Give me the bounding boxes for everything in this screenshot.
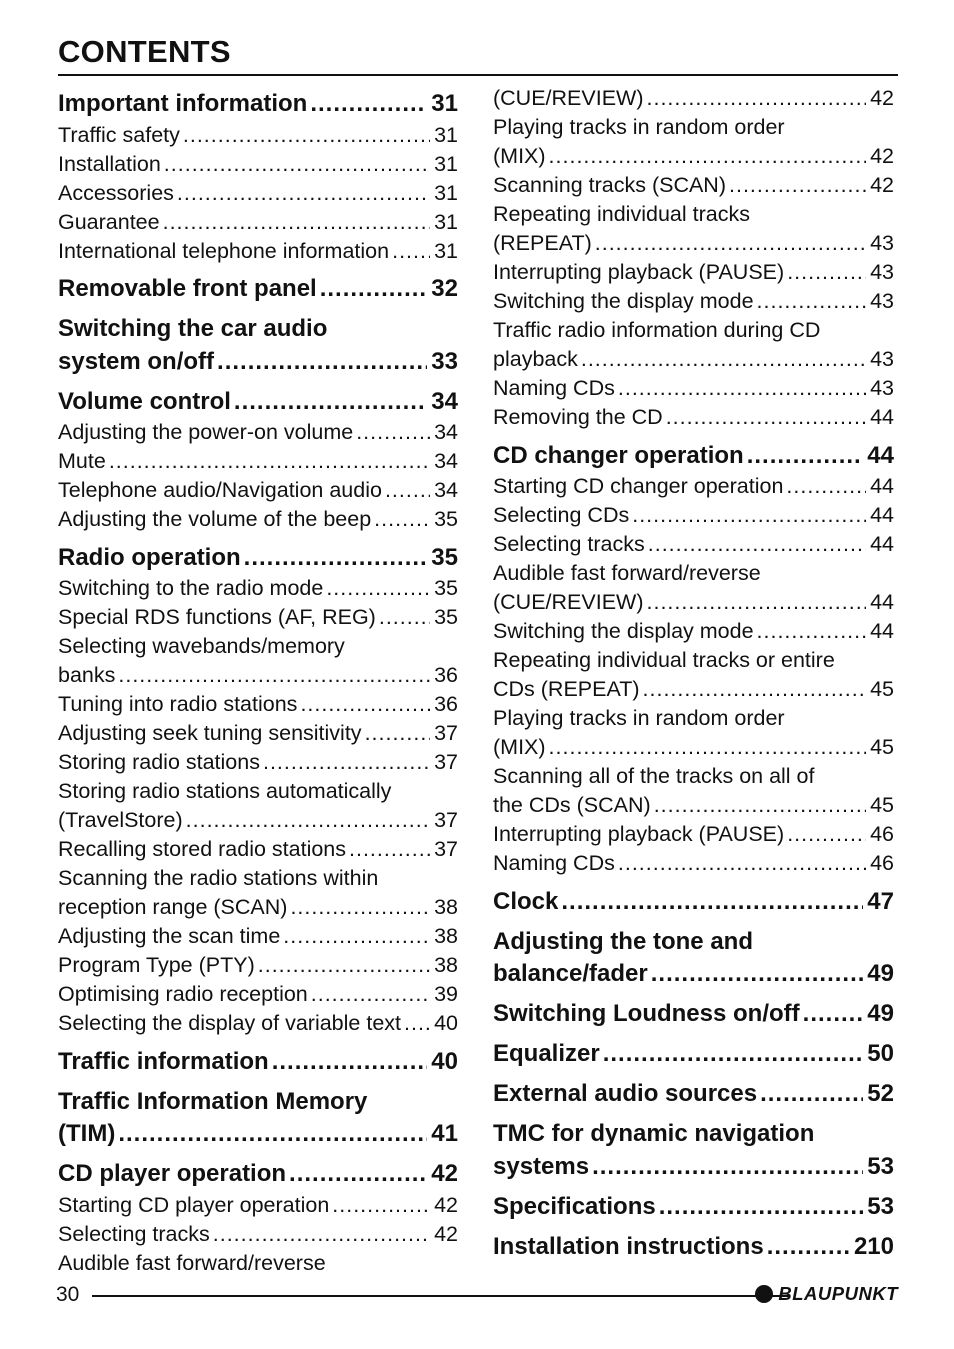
toc-page-number: 45 bbox=[870, 735, 894, 759]
toc-page-number: 34 bbox=[434, 420, 458, 444]
toc-page-number: 44 bbox=[870, 590, 894, 614]
toc-subsection-entry bbox=[58, 748, 458, 777]
toc-page-number: 35 bbox=[431, 543, 458, 571]
dot-leader bbox=[803, 998, 864, 1031]
dot-leader bbox=[289, 1158, 427, 1191]
dot-leader bbox=[659, 1191, 864, 1224]
toc-entry-title: Removing the CD bbox=[493, 405, 663, 429]
toc-subsection-entry bbox=[58, 1220, 458, 1249]
toc-entry-title: (TIM) bbox=[58, 1120, 116, 1147]
toc-entry-title: CDs (REPEAT) bbox=[493, 677, 640, 701]
toc-page-number: 43 bbox=[870, 376, 894, 400]
toc-entry-title: Traffic radio information during CD bbox=[493, 318, 821, 342]
toc-entry-title: Mute bbox=[58, 449, 106, 473]
dot-leader bbox=[310, 88, 427, 121]
dot-leader bbox=[385, 476, 430, 505]
dot-leader bbox=[651, 958, 864, 991]
dot-leader bbox=[618, 374, 866, 403]
toc-section-entry bbox=[58, 1046, 458, 1079]
toc-entry-title: Audible fast forward/reverse bbox=[493, 561, 761, 585]
dot-leader bbox=[374, 505, 430, 534]
toc-subsection-entry bbox=[58, 719, 458, 748]
toc-entry-title: Switching the display mode bbox=[493, 619, 754, 643]
toc-entry-title: playback bbox=[493, 347, 578, 371]
dot-leader bbox=[356, 418, 430, 447]
dot-leader bbox=[320, 273, 428, 306]
toc-entry-title: Traffic Information Memory bbox=[58, 1087, 368, 1115]
dot-leader bbox=[603, 1038, 864, 1071]
toc-entry-title: Switching Loudness on/off bbox=[493, 1000, 800, 1027]
page-title: CONTENTS bbox=[58, 34, 231, 69]
dot-leader bbox=[618, 849, 866, 878]
toc-page-number: 40 bbox=[434, 1011, 458, 1035]
toc-entry-title: TMC for dynamic navigation bbox=[493, 1120, 815, 1147]
toc-entry-title: Adjusting the tone and bbox=[493, 927, 753, 955]
dot-leader bbox=[258, 951, 430, 980]
toc-page-number: 44 bbox=[870, 619, 894, 643]
toc-page-number: 36 bbox=[434, 663, 458, 687]
toc-entry-title: Traffic information bbox=[58, 1047, 269, 1075]
toc-page-number: 34 bbox=[434, 449, 458, 473]
toc-entry-title: Clock bbox=[493, 887, 559, 915]
toc-entry-title: Repeating individual tracks bbox=[493, 202, 750, 226]
toc-entry-title: International telephone information bbox=[58, 238, 390, 263]
toc-page-number: 36 bbox=[434, 692, 458, 716]
dot-leader bbox=[186, 806, 430, 835]
toc-section-entry bbox=[58, 1086, 458, 1151]
toc-subsection-entry bbox=[58, 418, 458, 447]
toc-page-number: 46 bbox=[870, 822, 894, 846]
toc-subsection-entry bbox=[493, 403, 894, 432]
toc-entry-title: system on/off bbox=[58, 347, 215, 375]
toc-entry-title: Radio operation bbox=[58, 543, 241, 571]
page-footer bbox=[56, 1283, 898, 1309]
dot-leader bbox=[787, 258, 866, 287]
title-rule bbox=[58, 74, 898, 76]
toc-subsection-entry bbox=[493, 559, 894, 617]
toc-page-number: 31 bbox=[434, 180, 458, 205]
toc-entry-title: Selecting tracks bbox=[493, 532, 645, 556]
dot-leader bbox=[183, 121, 430, 150]
dot-leader bbox=[379, 603, 430, 632]
toc-subsection-entry bbox=[58, 690, 458, 719]
toc-entry-title: (TravelStore) bbox=[58, 808, 183, 832]
toc-page-number: 42 bbox=[870, 173, 894, 197]
toc-entry-title: Scanning tracks (SCAN) bbox=[493, 173, 726, 197]
toc-subsection-entry bbox=[493, 617, 894, 646]
toc-section-entry bbox=[493, 1231, 894, 1264]
toc-entry-title: Volume control bbox=[58, 387, 231, 415]
dot-leader bbox=[643, 675, 867, 704]
dot-leader bbox=[666, 403, 866, 432]
toc-page-number: 37 bbox=[434, 750, 458, 774]
dot-leader bbox=[217, 346, 427, 379]
toc-page-number: 46 bbox=[870, 851, 894, 875]
dot-leader bbox=[163, 208, 430, 237]
toc-page-number: 31 bbox=[434, 209, 458, 234]
dot-leader bbox=[290, 893, 430, 922]
dot-leader bbox=[632, 501, 866, 530]
toc-section-entry bbox=[493, 1118, 894, 1183]
toc-subsection-entry bbox=[58, 980, 458, 1009]
toc-entry-title: Naming CDs bbox=[493, 376, 615, 400]
toc-page-number: 39 bbox=[434, 982, 458, 1006]
toc-entry-title: Traffic safety bbox=[58, 122, 180, 147]
toc-page-number: 42 bbox=[870, 144, 894, 168]
dot-leader bbox=[311, 980, 430, 1009]
toc-page-number: 31 bbox=[431, 90, 458, 117]
toc-entry-title: (CUE/REVIEW) bbox=[493, 86, 644, 110]
toc-page-number: 43 bbox=[870, 231, 894, 255]
toc-page-number: 44 bbox=[870, 474, 894, 498]
toc-section-entry bbox=[493, 1038, 894, 1071]
toc-page-number: 35 bbox=[434, 576, 458, 600]
toc-entry-title: Selecting tracks bbox=[58, 1221, 210, 1246]
dot-leader bbox=[592, 1151, 863, 1184]
dot-leader bbox=[647, 588, 867, 617]
toc-entry-title: Tuning into radio stations bbox=[58, 692, 298, 716]
toc-entry-title: Storing radio stations automatically bbox=[58, 779, 392, 803]
toc-subsection-entry bbox=[58, 179, 458, 208]
toc-subsection-entry bbox=[493, 113, 894, 171]
toc-entry-title: Storing radio stations bbox=[58, 750, 260, 774]
dot-leader bbox=[760, 1078, 863, 1111]
toc-entry-title: (MIX) bbox=[493, 144, 546, 168]
toc-entry-title: Optimising radio reception bbox=[58, 982, 308, 1006]
toc-subsection-entry bbox=[493, 472, 894, 501]
dot-leader bbox=[581, 345, 866, 374]
toc-subsection-entry bbox=[58, 951, 458, 980]
toc-subsection-entry bbox=[58, 476, 458, 505]
toc-entry-title: Installation bbox=[58, 151, 161, 176]
toc-page-number: 42 bbox=[434, 1221, 458, 1246]
dot-leader bbox=[747, 440, 864, 473]
toc-entry-title: Important information bbox=[58, 90, 308, 117]
dot-leader bbox=[392, 237, 430, 266]
toc-entry-title: Switching the car audio bbox=[58, 315, 328, 342]
toc-subsection-entry bbox=[58, 1249, 458, 1278]
toc-subsection-entry bbox=[58, 922, 458, 951]
toc-subsection-entry bbox=[493, 316, 894, 374]
toc-page-number: 37 bbox=[434, 721, 458, 745]
toc-entry-title: Special RDS functions (AF, REG) bbox=[58, 605, 376, 629]
toc-entry-title: Switching to the radio mode bbox=[58, 576, 324, 600]
dot-leader bbox=[786, 472, 866, 501]
toc-right-column bbox=[493, 84, 894, 1263]
toc-entry-title: Specifications bbox=[493, 1192, 656, 1220]
toc-subsection-entry bbox=[58, 864, 458, 922]
toc-page-number: 37 bbox=[434, 808, 458, 832]
dot-leader bbox=[109, 447, 430, 476]
toc-subsection-entry bbox=[493, 171, 894, 200]
toc-page-number: 50 bbox=[867, 1040, 894, 1067]
dot-leader bbox=[283, 922, 430, 951]
toc-subsection-entry bbox=[58, 150, 458, 179]
dot-leader bbox=[326, 574, 430, 603]
dot-leader bbox=[595, 229, 866, 258]
toc-subsection-entry bbox=[58, 1191, 458, 1220]
toc-page-number: 210 bbox=[853, 1232, 894, 1260]
toc-entry-title: Starting CD changer operation bbox=[493, 474, 784, 498]
toc-entry-title: Naming CDs bbox=[493, 851, 615, 875]
toc-entry-title: External audio sources bbox=[493, 1080, 758, 1107]
dot-leader bbox=[648, 530, 866, 559]
toc-page-number: 44 bbox=[870, 405, 894, 429]
dot-leader bbox=[767, 1231, 850, 1264]
toc-entry-title: Starting CD player operation bbox=[58, 1192, 330, 1217]
toc-entry-title: Recalling stored radio stations bbox=[58, 837, 347, 861]
toc-entry-title: Installation instructions bbox=[493, 1232, 764, 1260]
toc-entry-title: balance/fader bbox=[493, 960, 648, 987]
dot-leader bbox=[164, 150, 430, 179]
toc-page-number: 38 bbox=[434, 924, 458, 948]
toc-entry-title: Playing tracks in random order bbox=[493, 115, 785, 139]
toc-subsection-entry bbox=[493, 84, 894, 113]
dot-leader bbox=[349, 835, 430, 864]
toc-left-column bbox=[58, 84, 458, 1278]
toc-page-number: 52 bbox=[867, 1080, 894, 1107]
toc-page-number: 37 bbox=[434, 837, 458, 861]
toc-page-number: 43 bbox=[870, 260, 894, 284]
toc-page-number: 38 bbox=[434, 895, 458, 919]
dot-leader bbox=[404, 1009, 430, 1038]
toc-page-number: 38 bbox=[434, 953, 458, 977]
toc-page-number: 53 bbox=[867, 1192, 894, 1220]
toc-entry-title: Repeating individual tracks or entire bbox=[493, 648, 835, 672]
toc-page-number: 40 bbox=[431, 1047, 458, 1075]
toc-section-entry bbox=[493, 926, 894, 991]
toc-subsection-entry bbox=[493, 849, 894, 878]
dot-leader bbox=[757, 617, 867, 646]
toc-subsection-entry bbox=[493, 704, 894, 762]
dot-leader bbox=[332, 1191, 430, 1220]
toc-subsection-entry bbox=[58, 632, 458, 690]
toc-entry-title: Scanning all of the tracks on all of bbox=[493, 764, 815, 788]
toc-entry-title: Accessories bbox=[58, 180, 174, 205]
toc-page-number: 43 bbox=[870, 347, 894, 371]
toc-page-number: 34 bbox=[431, 387, 458, 415]
toc-entry-title: Telephone audio/Navigation audio bbox=[58, 478, 382, 502]
brand-name: BLAUPUNKT bbox=[778, 1283, 898, 1304]
toc-subsection-entry bbox=[493, 374, 894, 403]
toc-subsection-entry bbox=[493, 501, 894, 530]
dot-leader bbox=[300, 690, 430, 719]
toc-page-number: 33 bbox=[431, 347, 458, 375]
toc-page-number: 42 bbox=[431, 1160, 458, 1187]
toc-entry-title: Selecting the display of variable text bbox=[58, 1011, 402, 1035]
toc-entry-title: (CUE/REVIEW) bbox=[493, 590, 644, 614]
toc-section-entry bbox=[493, 998, 894, 1031]
toc-subsection-entry bbox=[493, 646, 894, 704]
toc-section-entry bbox=[493, 886, 894, 919]
toc-section-entry bbox=[58, 542, 458, 575]
toc-subsection-entry bbox=[493, 200, 894, 258]
toc-subsection-entry bbox=[493, 820, 894, 849]
toc-subsection-entry bbox=[58, 121, 458, 150]
toc-section-entry bbox=[58, 1158, 458, 1191]
toc-page-number: 41 bbox=[431, 1120, 458, 1147]
dot-leader bbox=[729, 171, 866, 200]
toc-entry-title: Audible fast forward/reverse bbox=[58, 1250, 326, 1275]
toc-entry-title: systems bbox=[493, 1152, 590, 1180]
page-number: 30 bbox=[56, 1283, 80, 1306]
toc-page-number: 42 bbox=[870, 86, 894, 110]
toc-entry-title: Selecting CDs bbox=[493, 503, 630, 527]
toc-page-number: 44 bbox=[870, 532, 894, 556]
toc-page-number: 45 bbox=[870, 677, 894, 701]
brand-dot-icon bbox=[755, 1285, 773, 1303]
toc-page-number: 32 bbox=[431, 275, 458, 302]
toc-page-number: 53 bbox=[867, 1152, 894, 1180]
dot-leader bbox=[549, 733, 867, 762]
dot-leader bbox=[365, 719, 431, 748]
toc-subsection-entry bbox=[58, 574, 458, 603]
toc-entry-title: Switching the display mode bbox=[493, 289, 754, 313]
toc-entry-title: Adjusting the scan time bbox=[58, 924, 281, 948]
toc-page-number: 43 bbox=[870, 289, 894, 313]
toc-page-number: 49 bbox=[867, 1000, 894, 1027]
toc-page-number: 31 bbox=[434, 238, 458, 263]
toc-page-number: 44 bbox=[867, 441, 894, 469]
toc-subsection-entry bbox=[493, 530, 894, 559]
dot-leader bbox=[118, 661, 430, 690]
dot-leader bbox=[561, 886, 863, 919]
dot-leader bbox=[647, 84, 867, 113]
toc-subsection-entry bbox=[493, 287, 894, 316]
toc-section-entry bbox=[58, 273, 458, 306]
toc-entry-title: Playing tracks in random order bbox=[493, 706, 785, 730]
toc-subsection-entry bbox=[58, 447, 458, 476]
toc-section-entry bbox=[493, 1078, 894, 1111]
toc-subsection-entry bbox=[58, 505, 458, 534]
dot-leader bbox=[118, 1118, 427, 1151]
toc-subsection-entry bbox=[493, 762, 894, 820]
toc-subsection-entry bbox=[58, 237, 458, 266]
toc-page-number: 35 bbox=[434, 507, 458, 531]
toc-page-number: 31 bbox=[434, 151, 458, 176]
toc-entry-title: the CDs (SCAN) bbox=[493, 793, 651, 817]
toc-subsection-entry bbox=[58, 777, 458, 835]
dot-leader bbox=[234, 386, 427, 419]
toc-entry-title: Adjusting the volume of the beep bbox=[58, 507, 372, 531]
toc-entry-title: Guarantee bbox=[58, 209, 160, 234]
toc-entry-title: Adjusting seek tuning sensitivity bbox=[58, 721, 362, 745]
toc-section-entry bbox=[493, 1191, 894, 1224]
toc-section-entry bbox=[493, 440, 894, 473]
toc-page-number: 44 bbox=[870, 503, 894, 527]
dot-leader bbox=[654, 791, 866, 820]
toc-page-number: 49 bbox=[867, 960, 894, 987]
toc-entry-title: CD changer operation bbox=[493, 441, 744, 469]
toc-entry-title: CD player operation bbox=[58, 1160, 287, 1187]
toc-entry-title: Adjusting the power-on volume bbox=[58, 420, 354, 444]
dot-leader bbox=[177, 179, 430, 208]
toc-page-number: 31 bbox=[434, 122, 458, 147]
toc-entry-title: Interrupting playback (PAUSE) bbox=[493, 822, 785, 846]
toc-subsection-entry bbox=[58, 835, 458, 864]
brand-logo bbox=[755, 1283, 898, 1305]
dot-leader bbox=[757, 287, 867, 316]
dot-leader bbox=[549, 142, 867, 171]
toc-entry-title: Interrupting playback (PAUSE) bbox=[493, 260, 785, 284]
toc-subsection-entry bbox=[493, 258, 894, 287]
toc-entry-title: Removable front panel bbox=[58, 275, 317, 302]
toc-entry-title: Program Type (PTY) bbox=[58, 953, 255, 977]
toc-page-number: 35 bbox=[434, 605, 458, 629]
toc-section-entry bbox=[58, 313, 458, 378]
toc-entry-title: (REPEAT) bbox=[493, 231, 592, 255]
toc-subsection-entry bbox=[58, 603, 458, 632]
toc-page-number: 34 bbox=[434, 478, 458, 502]
toc-entry-title: (MIX) bbox=[493, 735, 546, 759]
dot-leader bbox=[272, 1046, 428, 1079]
toc-entry-title: reception range (SCAN) bbox=[58, 895, 288, 919]
dot-leader bbox=[244, 542, 428, 575]
toc-section-entry bbox=[58, 88, 458, 121]
dot-leader bbox=[213, 1220, 430, 1249]
toc-entry-title: Equalizer bbox=[493, 1040, 600, 1067]
toc-page-number: 45 bbox=[870, 793, 894, 817]
toc-entry-title: Scanning the radio stations within bbox=[58, 866, 379, 890]
toc-entry-title: banks bbox=[58, 663, 116, 687]
dot-leader bbox=[263, 748, 430, 777]
toc-subsection-entry bbox=[58, 1009, 458, 1038]
toc-page-number: 42 bbox=[434, 1192, 458, 1217]
footer-rule bbox=[92, 1295, 790, 1297]
toc-section-entry bbox=[58, 386, 458, 419]
toc-page-number: 47 bbox=[867, 887, 894, 915]
toc-entry-title: Selecting wavebands/memory bbox=[58, 634, 345, 658]
dot-leader bbox=[787, 820, 866, 849]
toc-subsection-entry bbox=[58, 208, 458, 237]
